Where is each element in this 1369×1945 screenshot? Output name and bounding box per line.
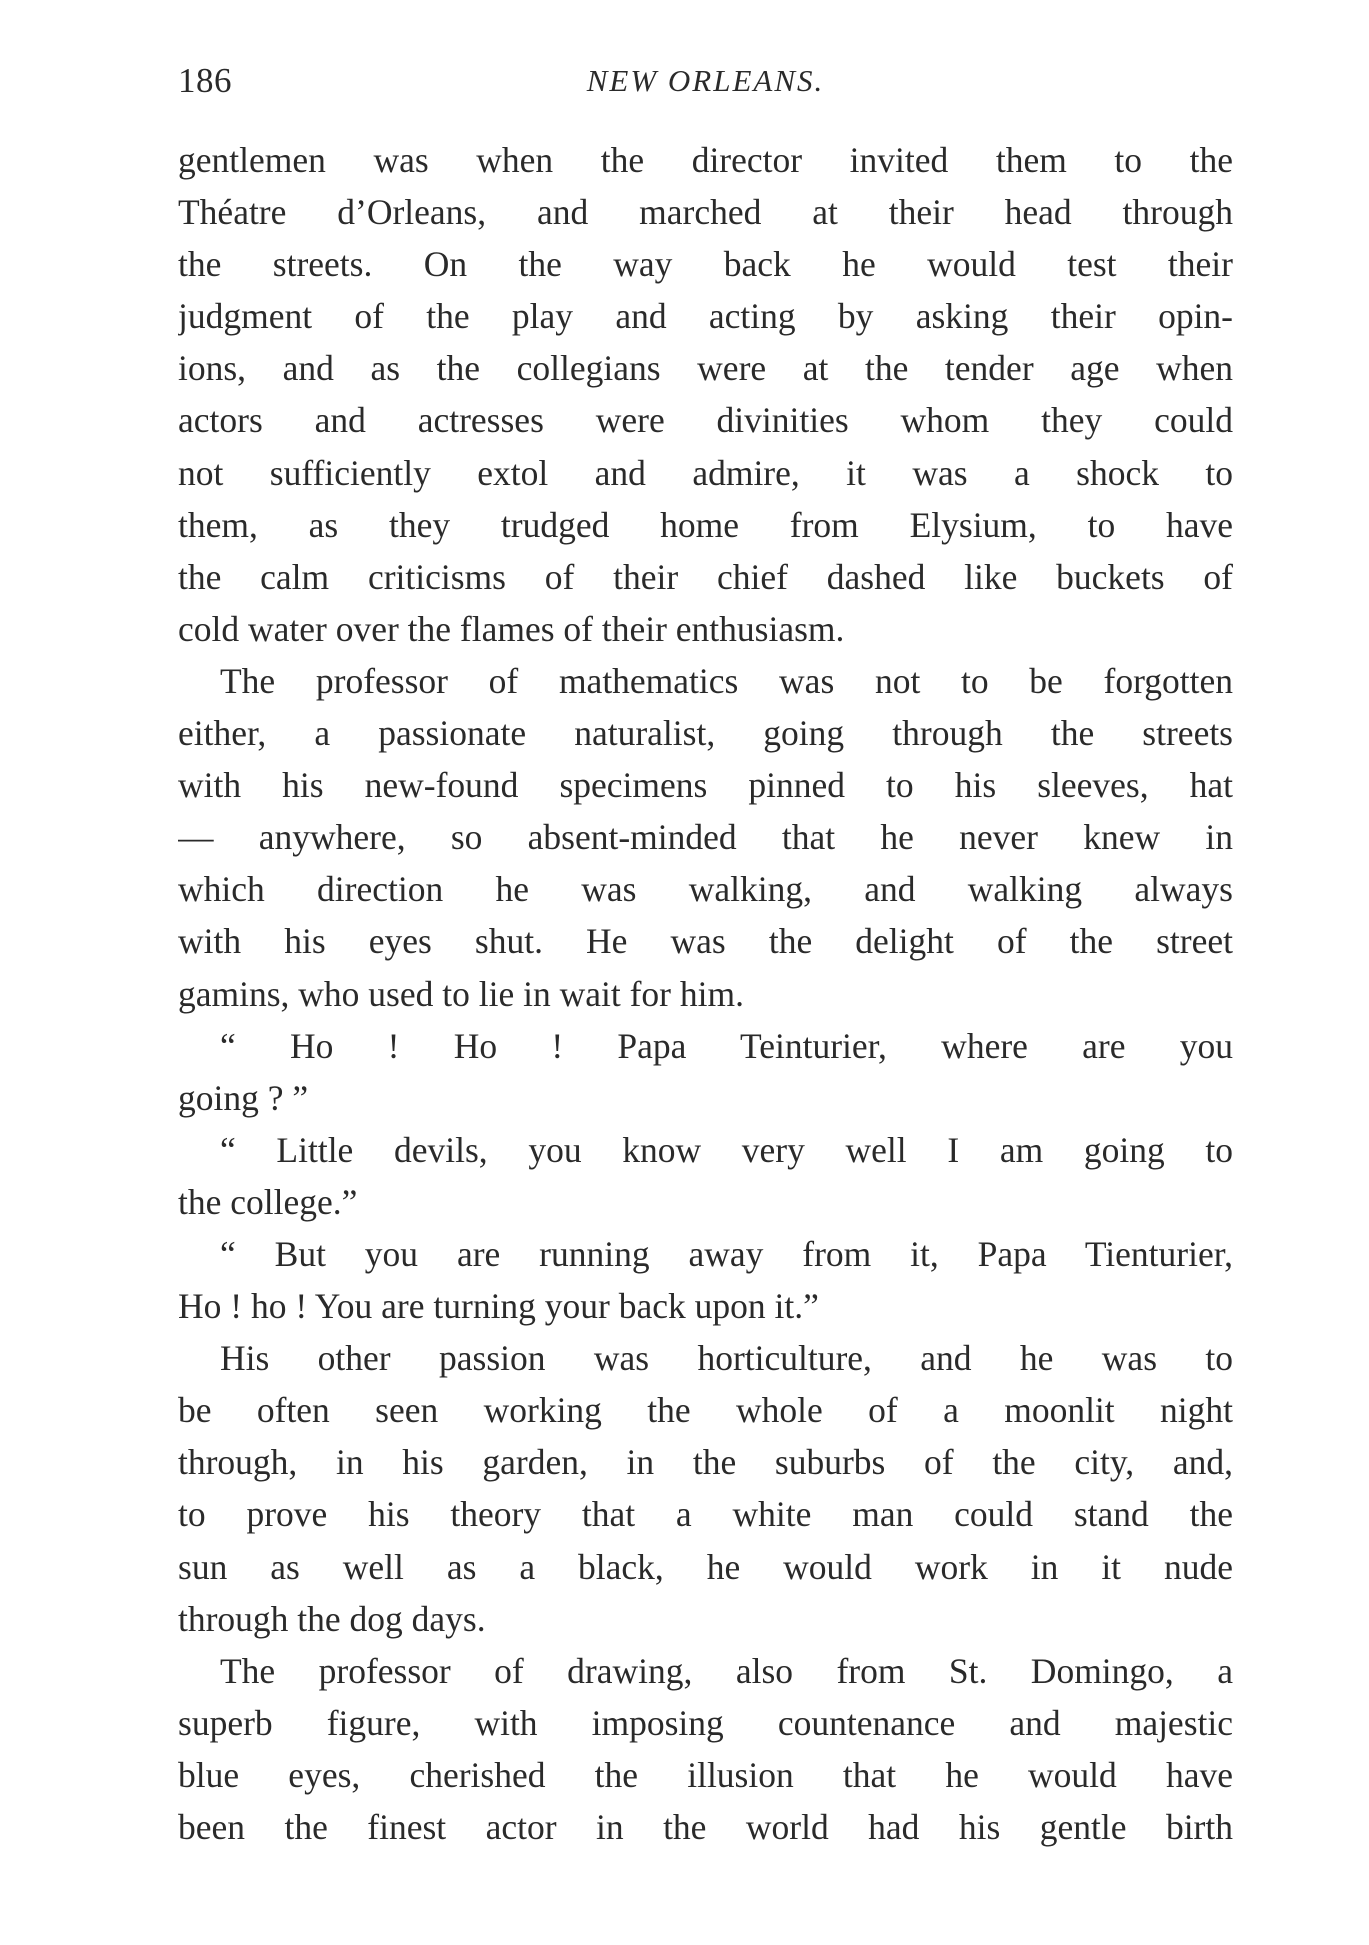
paragraph-start-line: The professor of mathematics was not to be forgotten [220,660,1233,701]
text-line: with his new-found specimens pinned to his sleeves, hat [178,765,1233,806]
text-line: been the finest actor in the world had his gentle birth [178,1807,1233,1847]
paragraph-start-line: “ But you are running away from it, Papa Tienturier, [220,1233,1233,1274]
running-head [178,56,1233,106]
text-line: to prove his theory that a white man could stand the [178,1494,1233,1535]
text-line: actors and actresses were divinities whom they could [178,400,1233,441]
text-line: not sufficiently extol and admire, it was a shock to [178,452,1233,493]
running-title: NEW ORLEANS. [586,63,825,98]
text-line: sun as well as a black, he would work in it nude [178,1546,1233,1587]
paragraph-start-line: His other passion was horticulture, and he was to [220,1338,1233,1379]
text-line: going ? ” [178,1077,309,1118]
text-line: Théatre d’Orleans, and marched at their head through [178,192,1233,233]
paragraph-start-line: The professor of drawing, also from St. Domingo, a [220,1650,1233,1691]
text-line: — anywhere, so absent-minded that he never knew in [178,817,1233,858]
text-line: with his eyes shut. He was the delight of the street [178,921,1233,962]
text-line: the streets. On the way back he would test their [178,244,1233,285]
text-line: ions, and as the collegians were at the tender age when [178,348,1233,389]
text-line: the college.” [178,1181,358,1222]
text-line: superb figure, with imposing countenance and majestic [178,1702,1233,1743]
text-line: which direction he was walking, and walking always [178,869,1233,910]
paragraph-start-line: “ Ho ! Ho ! Papa Teinturier, where are you [220,1025,1233,1066]
text-line: be often seen working the whole of a moonlit night [178,1390,1233,1431]
text-line: them, as they trudged home from Elysium, to have [178,504,1233,545]
paragraph-start-line: “ Little devils, you know very well I am going to [220,1129,1233,1170]
body-text [178,134,1233,1853]
text-line: blue eyes, cherished the illusion that he would have [178,1754,1233,1795]
text-line: Ho ! ho ! You are turning your back upon it.” [178,1286,819,1327]
text-line: cold water over the flames of their enthusiasm. [178,608,845,649]
page-number: 186 [178,61,232,100]
text-line: judgment of the play and acting by asking their opin- [178,296,1233,337]
text-line: through, in his garden, in the suburbs of the city, and, [178,1442,1233,1483]
text-line: the calm criticisms of their chief dashed like buckets of [178,556,1233,597]
text-line: through the dog days. [178,1598,486,1639]
text-line: gamins, who used to lie in wait for him. [178,973,744,1014]
text-line: either, a passionate naturalist, going through the streets [178,713,1233,754]
text-line: gentlemen was when the director invited them to the [178,140,1233,180]
